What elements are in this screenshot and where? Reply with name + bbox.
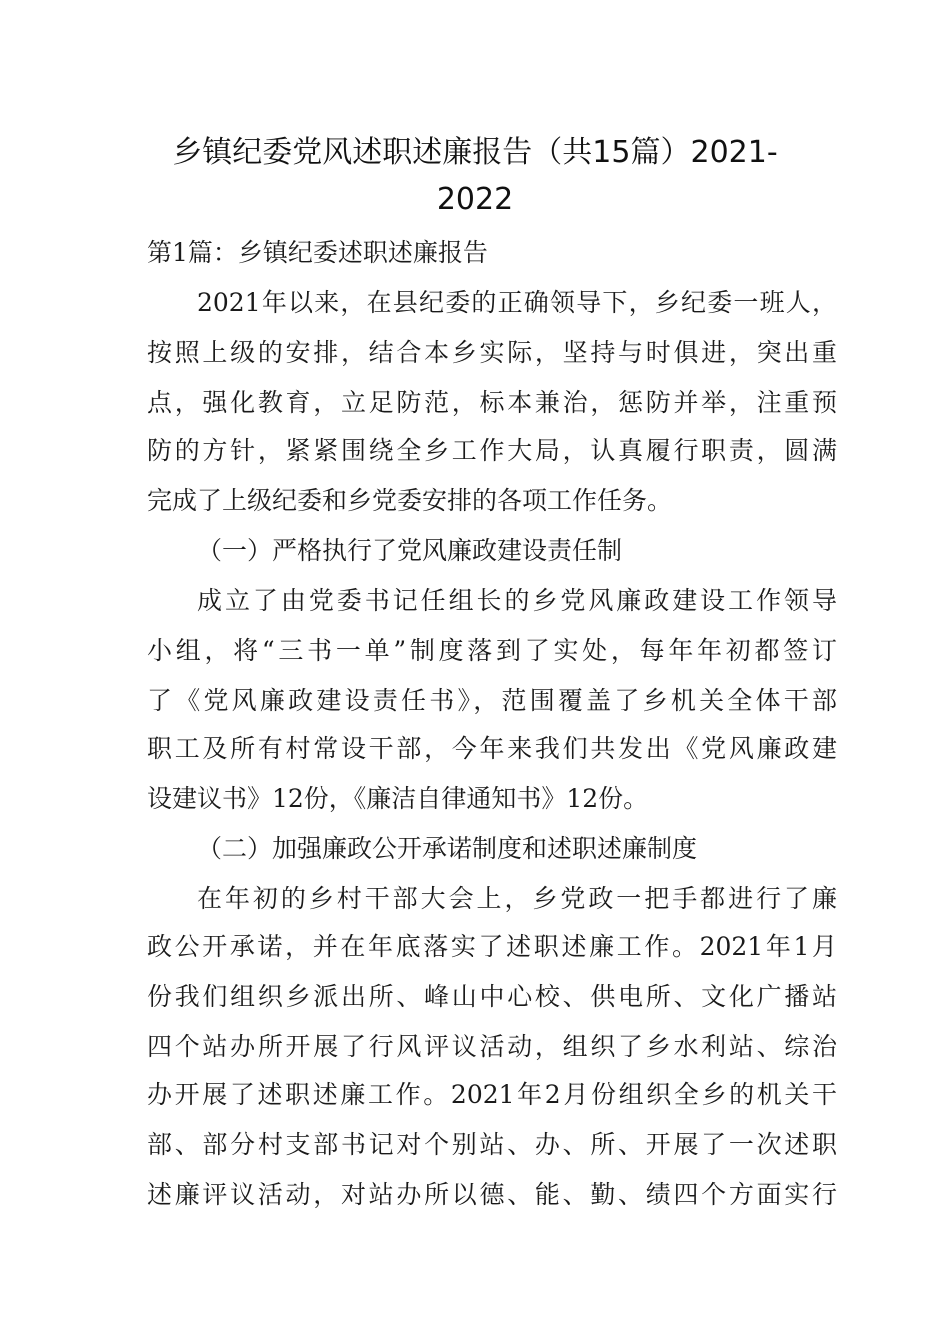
paragraph-line: 办开展了述职述廉工作。2021年2月份组织全乡的机关干	[147, 1080, 837, 1109]
section-heading: （二）加强廉政公开承诺制度和述职述廉制度	[197, 834, 698, 863]
paragraph-line: 小组，将“三书一单”制度落到了实处，每年年初都签订	[147, 636, 837, 665]
paragraph-line: 份我们组织乡派出所、峰山中心校、供电所、文化广播站	[147, 982, 837, 1011]
document-title-line-1: 乡镇纪委党风述职述廉报告（共15篇）2021-	[172, 135, 778, 170]
paragraph-line: 政公开承诺，并在年底落实了述职述廉工作。2021年1月	[147, 932, 837, 961]
paragraph-line: 职工及所有村常设干部，今年来我们共发出《党风廉政建	[147, 734, 837, 763]
paragraph-line: 2021年以来，在县纪委的正确领导下，乡纪委一班人，	[197, 288, 837, 317]
document-title-line-2: 2022	[436, 182, 514, 217]
section-heading: （一）严格执行了党风廉政建设责任制	[197, 536, 623, 565]
paragraph-line: 部、部分村支部书记对个别站、办、所、开展了一次述职	[147, 1130, 837, 1159]
paragraph-line: 在年初的乡村干部大会上，乡党政一把手都进行了廉	[197, 884, 837, 913]
paragraph-line: 述廉评议活动，对站办所以德、能、勤、绩四个方面实行	[147, 1180, 837, 1209]
chapter-heading: 第1篇：乡镇纪委述职述廉报告	[147, 238, 488, 267]
paragraph-line: 成立了由党委书记任组长的乡党风廉政建设工作领导	[197, 586, 837, 615]
paragraph-line: 按照上级的安排，结合本乡实际，坚持与时俱进，突出重	[147, 338, 837, 367]
paragraph-line: 防的方针，紧紧围绕全乡工作大局，认真履行职责，圆满	[147, 436, 837, 465]
paragraph-line: 点，强化教育，立足防范，标本兼治，惩防并举，注重预	[147, 388, 837, 417]
paragraph-line: 设建议书》12份，《廉洁自律通知书》12份。	[147, 784, 649, 813]
paragraph-line: 了《党风廉政建设责任书》，范围覆盖了乡机关全体干部	[147, 686, 837, 715]
paragraph-line: 四个站办所开展了行风评议活动，组织了乡水利站、综治	[147, 1032, 837, 1061]
paragraph-line: 完成了上级纪委和乡党委安排的各项工作任务。	[147, 486, 673, 515]
